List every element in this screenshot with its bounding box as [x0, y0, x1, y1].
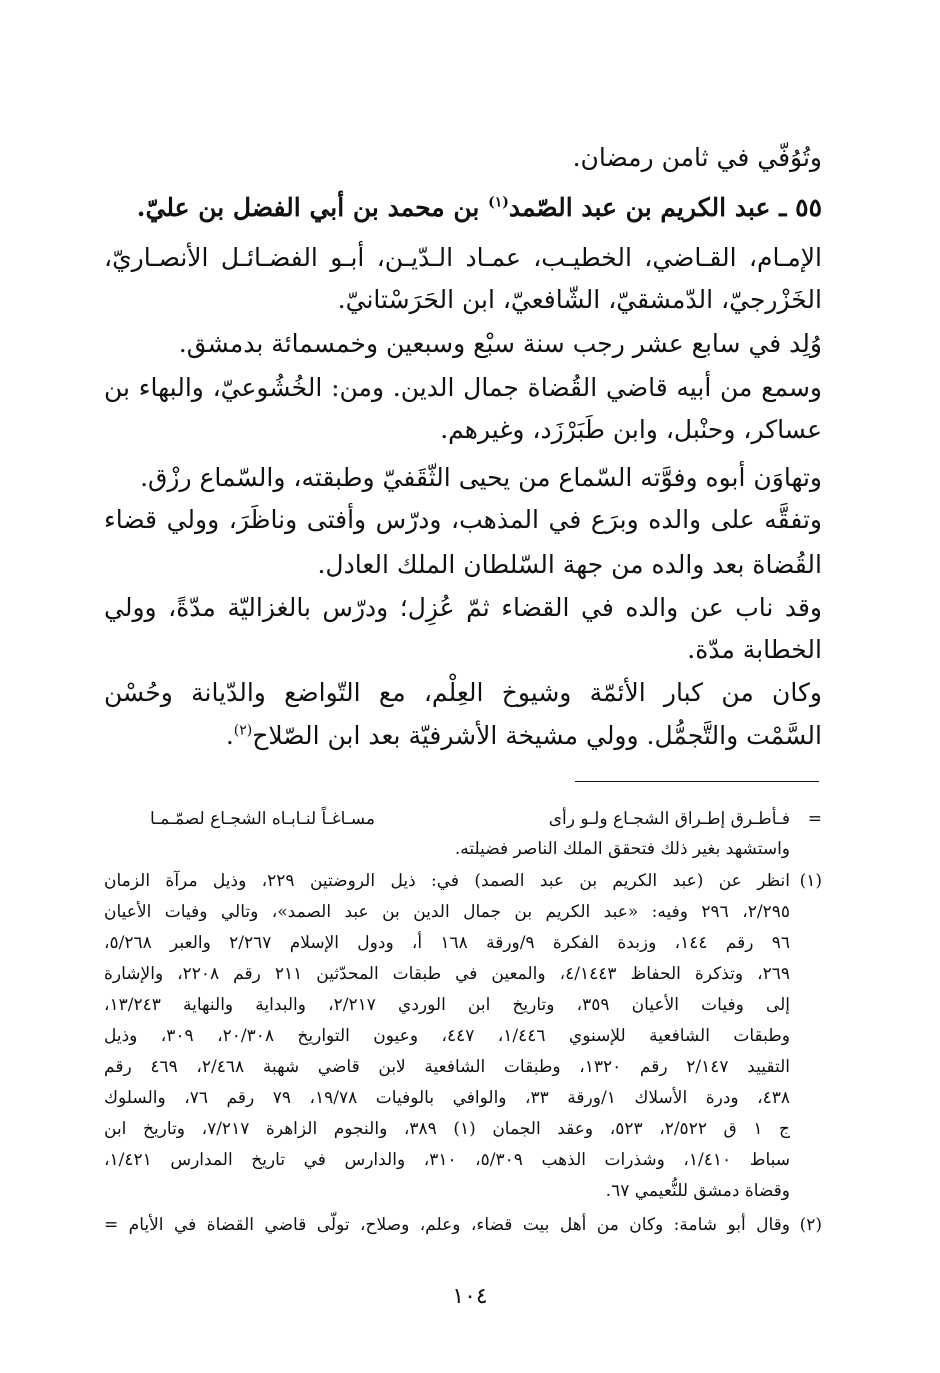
footnote-1-line: وقضاة دمشق للنُّعيمي ٦٧. [605, 1181, 790, 1201]
body-line: وُلِد في سابع عشر رجب سنة سبْع وسبعين وخمسمائة بدمشق. [178, 329, 822, 358]
footnote-separator [575, 781, 819, 782]
entry-heading [104, 188, 822, 228]
footnote-2-line: وقال أبو شامة: وكان من أهل بيت قضاء، وعلم، وصلاح، تولّى قاضي القضاة في الأيام = [104, 1215, 790, 1235]
body-line: وقد ناب عن والده في القضاء ثمّ عُزِل؛ ودرّس بالغزاليّة مدّةً، وولي [104, 593, 822, 622]
verse-hemistich-2: مسـاغـاً لنـابـاه الشجـاع لصمّـمـا [150, 809, 376, 829]
footnote-1-line: ٢/٢٩٥، ٢٩٦ وفيه: «عبد الكريم بن جمال الدين بن عبد الصمد»، وتالي وفيات الأعيان [104, 902, 790, 922]
body-line: الخطابة مدّة. [687, 635, 822, 664]
body-line: وتفقَّه على والده وبرَع في المذهب، ودرّس وأفتى وناظَرَ، وولي قضاء [104, 505, 822, 534]
footnote-1-line: ٤٣٨، ودرة الأسلاك ١/ورقة ٣٣، والوافي بالوفيات ١٩/٧٨، ٧٩ رقم ٧٦، والسلوك [104, 1088, 790, 1108]
verse-hemistich-1: فـأطـرق إطـراق الشجـاع ولـو رأى [548, 809, 790, 829]
page-number: ١٠٤ [452, 1284, 488, 1309]
entry-heading-name: ٥٥ ـ عبد الكريم بن عبد الصّمد [508, 193, 822, 222]
footnote-1-line: ٩٦ رقم ١٤٤، وزبدة الفكرة ٩/ورقة ١٦٨ أ، ودول الإسلام ٢/٢٦٧ والعبر ٥/٢٦٨، [104, 933, 790, 953]
body-line: وسمع من أبيه قاضي القُضاة جمال الدين. ومن: الخُشُوعيّ، والبهاء بن [104, 373, 822, 402]
footnote-2-number: (٢) [799, 1215, 822, 1235]
footnote-line: واستشهد بغير ذلك فتحقق الملك الناصر فضيلته. [454, 839, 790, 859]
footnote-ref-1: (١) [488, 194, 509, 211]
body-line: وتهاوَن أبوه وفوَّته السّماع من يحيى الثّقَفيّ وطبقته، والسّماع رزْق. [140, 463, 822, 492]
body-line: القُضاة بعد والده من جهة السّلطان الملك العادل. [317, 550, 822, 579]
footnote-1-number: (١) [799, 871, 822, 891]
footnote-1-line: ج ١ ق ٢/٥٢٢، ٥٢٣، وعقد الجمان (١) ٣٨٩، والنجوم الزاهرة ٧/٢١٧، وتاريخ ابن [104, 1119, 790, 1139]
body-line [104, 716, 822, 756]
body-line: الإمـام، القـاضي، الخطيـب، عمـاد الـدّيـن، أبـو الفضـائـل الأنصـاريّ، [104, 243, 822, 272]
footnote-1-line: سباط ١/٤١٠، وشذرات الذهب ٥/٣٠٩، ٣١٠، والدارس في تاريخ المدارس ١/٤٢١، [104, 1150, 790, 1170]
entry-heading-lineage: بن محمد بن أبي الفضل بن عليّ. [136, 193, 489, 222]
continuation-marker: = [807, 809, 822, 829]
footnote-1-line: ٢٦٩، وتذكرة الحفاظ ٤/١٤٤٣، والمعين في طبقات المحدّثين ٢١١ رقم ٢٢٠٨، والإشارة [104, 964, 790, 984]
footnote-1-line: إلى وفيات الأعيان ٣٥٩، وتاريخ ابن الوردي ٢/٢١٧، والبداية والنهاية ١٣/٢٤٣، [104, 995, 790, 1015]
body-line: وكان من كبار الأئمّة وشيوخ العِلْم، مع التّواضع والدّيانة وحُسْن [104, 678, 822, 707]
footnote-1-line: وطبقات الشافعية للإسنوي ١/٤٤٦، ٤٤٧، وعيون التواريخ ٢٠/٣٠٨، ٣٠٩، وذيل [104, 1026, 790, 1046]
footnote-ref-2: (٢) [233, 722, 253, 739]
body-line-end: . [225, 721, 234, 750]
body-line: الخَزْرجيّ، الدّمشقيّ، الشّافعيّ، ابن الحَرَسْتانيّ. [337, 285, 822, 314]
body-line-text: السَّمْت والتَّجمُّل. وولي مشيخة الأشرفيّة بعد ابن الصّلاح [252, 721, 822, 750]
body-line: عساكر، وحنْبل، وابن طَبَرْزَد، وغيرهم. [440, 415, 822, 444]
body-line: وتُوُفّي في ثامن رمضان. [572, 143, 822, 172]
footnote-1-line: انظر عن (عبد الكريم بن عبد الصمد) في: ذيل الروضتين ٢٢٩، وذيل مرآة الزمان [104, 871, 790, 891]
footnote-1-line: التقييد ٢/١٤٧ رقم ١٣٢٠، وطبقات الشافعية لابن قاضي شهبة ٢/٤٦٨، ٤٦٩ رقم [104, 1057, 790, 1077]
